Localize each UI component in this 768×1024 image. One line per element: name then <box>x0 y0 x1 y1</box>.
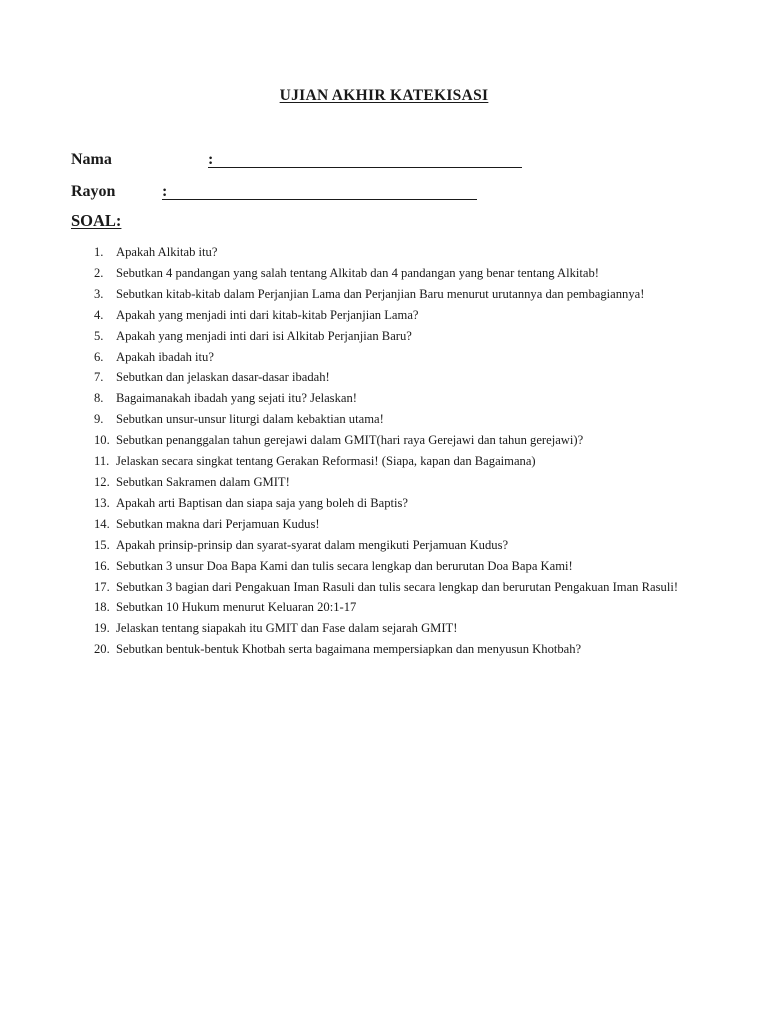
nama-colon: : <box>208 151 214 168</box>
question-number: 8. <box>94 391 104 406</box>
question-text: Sebutkan Sakramen dalam GMIT! <box>116 474 290 489</box>
question-number: 16. <box>94 558 110 573</box>
question-number: 10. <box>94 433 110 448</box>
question-list <box>94 242 697 660</box>
question-item <box>94 514 697 535</box>
question-item <box>94 326 697 347</box>
question-number: 12. <box>94 474 110 489</box>
question-number: 17. <box>94 579 110 594</box>
question-item <box>94 639 697 660</box>
question-item <box>94 493 697 514</box>
rayon-colon: : <box>162 183 168 200</box>
question-item <box>94 556 697 577</box>
question-item <box>94 430 697 451</box>
question-item <box>94 347 697 368</box>
question-item <box>94 597 697 618</box>
question-text: Sebutkan 4 pandangan yang salah tentang Alkitab dan 4 pandangan yang benar tentang Alkitab! <box>116 265 599 280</box>
soal-heading: SOAL: <box>71 211 122 230</box>
question-item <box>94 577 697 598</box>
question-number: 2. <box>94 265 104 280</box>
question-number: 20. <box>94 642 110 657</box>
question-text: Sebutkan 3 bagian dari Pengakuan Iman Rasuli dan tulis secara lengkap dan berurutan Pengakuan Iman Rasuli! <box>116 579 679 594</box>
question-number: 5. <box>94 328 104 343</box>
question-item <box>94 535 697 556</box>
exam-title: UJIAN AKHIR KATEKISASI <box>279 87 489 104</box>
question-text: Apakah prinsip-prinsip dan syarat-syarat dalam mengikuti Perjamuan Kudus? <box>116 537 509 552</box>
question-number: 7. <box>94 370 104 385</box>
question-number: 6. <box>94 349 104 364</box>
question-item <box>94 451 697 472</box>
question-text: Sebutkan bentuk-bentuk Khotbah serta bagaimana mempersiapkan dan menyusun Khotbah? <box>116 642 582 657</box>
question-number: 11. <box>94 454 110 469</box>
question-item <box>94 618 697 639</box>
question-number: 9. <box>94 412 104 427</box>
question-item <box>94 472 697 493</box>
question-item <box>94 305 697 326</box>
question-number: 18. <box>94 600 110 615</box>
question-text: Sebutkan 3 unsur Doa Bapa Kami dan tulis secara lengkap dan berurutan Doa Bapa Kami! <box>116 558 573 573</box>
question-text: Jelaskan tentang siapakah itu GMIT dan Fase dalam sejarah GMIT! <box>116 621 458 636</box>
question-text: Sebutkan 10 Hukum menurut Keluaran 20:1-17 <box>116 600 357 615</box>
question-text: Sebutkan kitab-kitab dalam Perjanjian Lama dan Perjanjian Baru menurut urutannya dan pembagiannya! <box>116 286 645 301</box>
question-text: Sebutkan dan jelaskan dasar-dasar ibadah! <box>116 370 330 385</box>
question-number: 4. <box>94 307 104 322</box>
question-text: Bagaimanakah ibadah yang sejati itu? Jelaskan! <box>116 391 357 406</box>
question-number: 3. <box>94 286 104 301</box>
question-text: Sebutkan makna dari Perjamuan Kudus! <box>116 516 320 531</box>
question-item <box>94 284 697 305</box>
question-item <box>94 263 697 284</box>
question-number: 19. <box>94 621 110 636</box>
rayon-label: Rayon <box>71 183 116 200</box>
rayon-input-line[interactable] <box>162 199 477 200</box>
question-number: 13. <box>94 495 110 510</box>
question-text: Apakah ibadah itu? <box>116 349 214 364</box>
rayon-field[interactable] <box>71 182 168 202</box>
question-text: Apakah yang menjadi inti dari kitab-kitab Perjanjian Lama? <box>116 307 419 322</box>
question-item <box>94 242 697 263</box>
question-text: Apakah yang menjadi inti dari isi Alkitab Perjanjian Baru? <box>116 328 412 343</box>
question-number: 15. <box>94 537 110 552</box>
question-item <box>94 409 697 430</box>
nama-label: Nama <box>71 151 112 168</box>
nama-field[interactable] <box>71 150 214 170</box>
nama-input-line[interactable] <box>208 167 522 168</box>
question-text: Jelaskan secara singkat tentang Gerakan Reformasi! (Siapa, kapan dan Bagaimana) <box>116 454 536 469</box>
question-item <box>94 367 697 388</box>
question-text: Sebutkan unsur-unsur liturgi dalam kebaktian utama! <box>116 412 384 427</box>
question-item <box>94 388 697 409</box>
question-number: 14. <box>94 516 110 531</box>
question-text: Sebutkan penanggalan tahun gerejawi dalam GMIT(hari raya Gerejawi dan tahun gerejawi)? <box>116 433 584 448</box>
question-text: Apakah arti Baptisan dan siapa saja yang boleh di Baptis? <box>116 495 409 510</box>
question-number: 1. <box>94 245 104 259</box>
question-text: Apakah Alkitab itu? <box>116 245 218 259</box>
